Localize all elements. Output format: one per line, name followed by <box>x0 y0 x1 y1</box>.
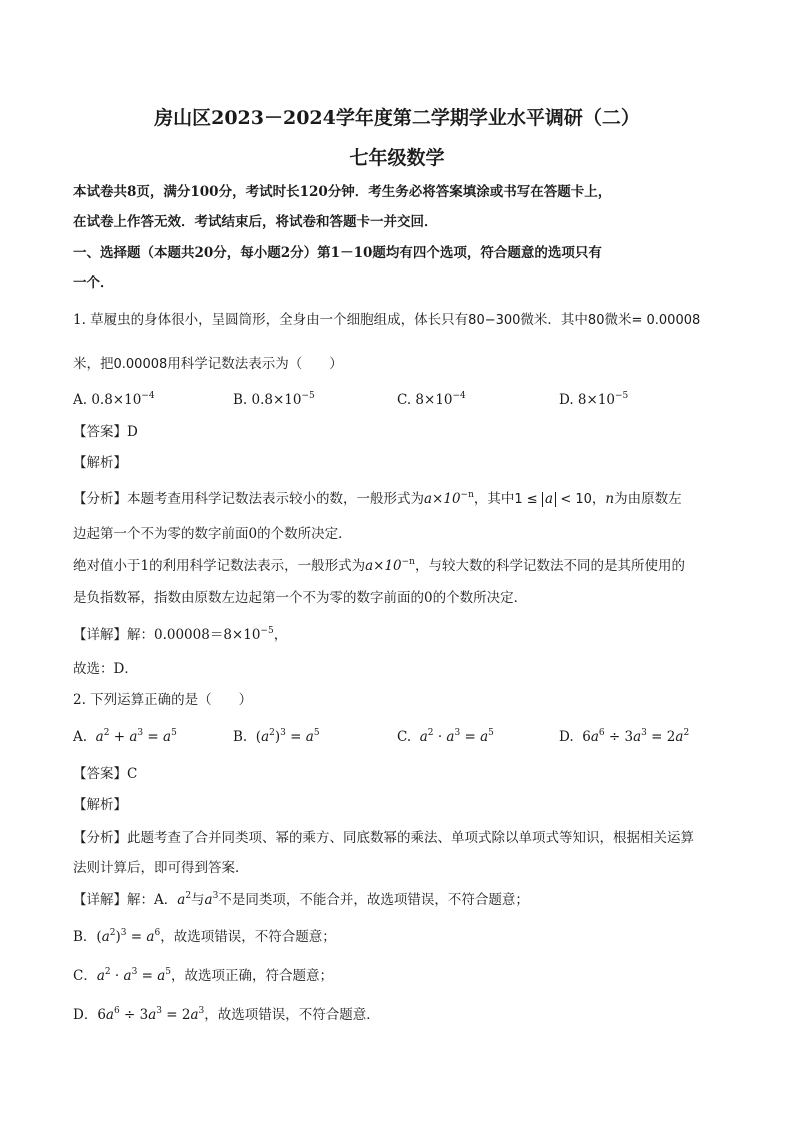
q2-analysis-label: 【解析】 <box>73 797 127 813</box>
q1-fenxi-line-2: 边起第一个不为零的数字前面0的个数所决定． <box>73 526 352 542</box>
page-subtitle: 七年级数学 <box>349 147 445 169</box>
q2-answer: 【答案】C <box>73 766 138 782</box>
q2-detail-a-tail: 不是同类项，不能合并，故选项错误，不符合题意； <box>218 892 529 908</box>
q1-fenxi-text-d: 为由原数左 <box>614 491 682 507</box>
q1-stem2-text-b: 用科学记数法表示为（ ） <box>167 356 343 372</box>
q1-option-b-exp: −5 <box>301 391 315 401</box>
q1-fenxi-text-b: ，其中 <box>473 491 515 507</box>
q1-conclusion: 故选：D． <box>73 661 138 677</box>
instructions-line-2: 在试卷上作答无效．考试结束后，将试卷和答题卡一并交回． <box>73 214 438 230</box>
q1-option-d <box>559 391 628 409</box>
q2-fenxi-line-2: 法则计算后，即可得到答案． <box>73 860 249 876</box>
q1-detail-text: 【详解】解：0.00008＝8×10 <box>73 627 261 643</box>
q1-note-line-1 <box>73 557 685 575</box>
q2-detail-b: B．$(a^2)^3 = a^6$，故选项错误，不符合题意； <box>73 928 336 945</box>
q1-option-a <box>73 391 155 409</box>
q2-option-a-label: A. <box>73 729 88 745</box>
q2-fenxi-line-1: 【分析】此题考查了合并同类项、幂的乘方、同底数幂的乘法、单项式除以单项式等知识，根据相关运算 <box>73 830 694 846</box>
q2-detail-b-label: B． <box>73 929 97 945</box>
q2-stem: 2. 下列运算正确的是（ ） <box>73 692 253 708</box>
q1-value-80: 80 <box>587 313 605 328</box>
q2-detail-b-tail: ，故选项错误，不符合题意； <box>160 929 336 945</box>
q1-fenxi-text: 【分析】本题考查用科学记数法表示较小的数，一般形式为 <box>73 491 424 507</box>
q1-stem-line-1 <box>73 311 700 330</box>
q1-answer: 【答案】D <box>73 424 138 440</box>
q1-equation: = 0.00008 <box>631 313 701 328</box>
q1-ineq-right: < 10 <box>560 492 592 507</box>
q1-note-text: 绝对值小于1的利用科学记数法表示，一般形式为 <box>73 558 366 574</box>
q1-fenxi-expr: a×10 <box>424 491 461 507</box>
q2-detail-d-tail: ，故选项错误，不符合题意． <box>204 1007 380 1023</box>
q1-fenxi-exp: −n <box>460 490 474 500</box>
q1-option-d-text: D. 8×10 <box>559 392 616 408</box>
instructions-line-1: 本试卷共8页，满分100分，考试时长120分钟．考生务必将答案填涂或书写在答题卡上， <box>73 184 612 200</box>
q1-fenxi-n: n <box>605 491 615 507</box>
q1-range: 80−300 <box>468 313 521 328</box>
q1-detail <box>73 626 287 644</box>
q1-detail-text-b: ， <box>273 627 288 643</box>
q1-abs-value: a <box>542 492 556 507</box>
q2-option-d-label: D. <box>559 729 574 745</box>
section-heading-line-1: 一、选择题（本题共20分，每小题2分）第1－10题均有四个选项，符合题意的选项只有 <box>73 245 602 261</box>
q1-fenxi-line-1 <box>73 490 682 509</box>
q1-stem-text: 1. 草履虫的身体很小，呈圆筒形，全身由一个细胞组成，体长只有 <box>73 312 469 328</box>
q2-option-c-label: C. <box>397 729 412 745</box>
q1-fenxi-text-c: ， <box>591 491 606 507</box>
q2-option-b: B. $(a^2)^3 = a^5$ <box>233 728 320 745</box>
q1-stem2-text: 米，把 <box>73 356 114 372</box>
q1-note-text-b: ，与较大数的科学记数法不同的是其所使用的 <box>414 558 685 574</box>
q1-option-c-exp: −4 <box>452 391 466 401</box>
q2-detail-a: 【详解】解：A．$a^2$与$a^3$不是同类项，不能合并，故选项错误，不符合题意； <box>73 891 529 908</box>
q1-option-c-text: C. 8×10 <box>397 392 453 408</box>
q1-stem2-value: 0.00008 <box>113 357 168 372</box>
q1-stem-text-b: 微米．其中 <box>520 312 588 328</box>
q2-detail-a-and: 与 <box>191 892 205 908</box>
q1-stem-text-c: 微米 <box>604 312 632 328</box>
q2-detail-d: D．$6a^6 \div 3a^3 = 2a^3$，故选项错误，不符合题意． <box>73 1006 380 1023</box>
q2-detail-a-text: 【详解】解：A． <box>73 892 178 908</box>
q2-option-c: C. $a^2 \cdot a^3 = a^5$ <box>397 728 494 745</box>
q1-stem-line-2 <box>73 355 343 374</box>
section-heading-line-2: 一个． <box>73 275 114 291</box>
q1-note-expr: a×10 <box>365 558 402 574</box>
q1-note-exp: −n <box>401 557 415 567</box>
q2-detail-c-label: C． <box>73 968 97 984</box>
q2-option-b-label: B. <box>233 729 248 745</box>
q1-option-b <box>233 391 315 409</box>
q2-option-d: D. $6a^6 \div 3a^3 = 2a^2$ <box>559 728 690 745</box>
q1-analysis-label: 【解析】 <box>73 455 127 471</box>
q2-detail-d-label: D． <box>73 1007 98 1023</box>
q1-ineq-left: 1 ≤ <box>514 492 538 507</box>
q1-option-d-exp: −5 <box>615 391 629 401</box>
q2-option-a: A. $a^2 + a^3 = a^5$ <box>73 728 177 745</box>
q1-option-c <box>397 391 466 409</box>
q1-detail-exp: −5 <box>260 626 274 636</box>
page-title: 房山区2023－2024学年度第二学期学业水平调研（二） <box>154 107 640 129</box>
q1-option-b-text: B. 0.8×10 <box>233 392 302 408</box>
q1-option-a-text: A. 0.8×10 <box>73 392 142 408</box>
q1-option-a-exp: −4 <box>141 391 155 401</box>
q1-note-line-2: 是负指数幂，指数由原数左边起第一个不为零的数字前面的0的个数所决定． <box>73 590 528 606</box>
q2-detail-c: C．$a^2 \cdot a^3 = a^5$，故选项正确，符合题意； <box>73 967 334 984</box>
q2-detail-c-tail: ，故选项正确，符合题意； <box>171 968 334 984</box>
